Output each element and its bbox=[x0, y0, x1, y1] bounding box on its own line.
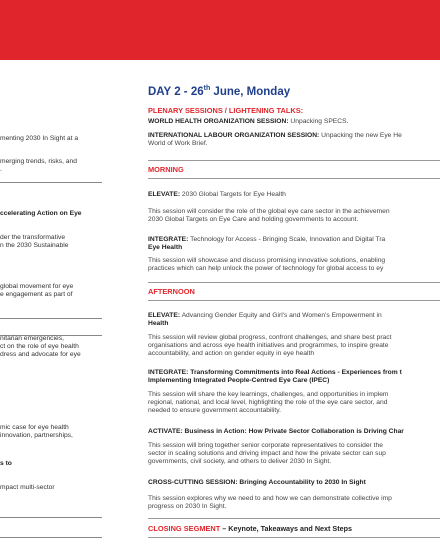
integrate-technology-title: INTEGRATE: Technology for Access - Bringing Scale, Innovation and Digital Tra bbox=[148, 236, 386, 243]
divider bbox=[0, 537, 102, 538]
divider bbox=[0, 182, 102, 183]
left-text-line: ccelerating Action on Eye bbox=[0, 210, 82, 217]
cross-cutting-title: CROSS-CUTTING SESSION: Bringing Accountability to 2030 In Sight bbox=[148, 479, 366, 486]
left-text-line: . bbox=[0, 166, 2, 173]
left-text-line: n the 2030 Sustainable bbox=[0, 242, 69, 249]
session-description: needed to ensure government accountability. bbox=[148, 407, 281, 414]
left-text-line: innovation, partnerships, bbox=[0, 432, 73, 439]
divider bbox=[148, 178, 440, 179]
session-description: progress on 2030 In Sight. bbox=[148, 503, 227, 510]
ilo-session-line2: World of Work Brief. bbox=[148, 140, 208, 147]
session-description: governments, civil society, and others to deliver 2030 In Sight. bbox=[148, 458, 332, 465]
day-heading: DAY 2 - 26th June, Monday bbox=[148, 85, 291, 98]
session-description: accountability, and action on gender equity in eye health bbox=[148, 350, 315, 357]
left-text-line: menting 2030 In Sight at a bbox=[0, 135, 79, 142]
session-description: sector in scaling solutions and driving impact and how the private sector can sup bbox=[148, 450, 386, 457]
left-column bbox=[0, 60, 108, 560]
left-text-line: mpact multi-sector bbox=[0, 484, 55, 491]
who-session: WORLD HEALTH ORGANIZATION SESSION: Unpacking SPECS. bbox=[148, 118, 349, 125]
left-text-line: e engagement as part of bbox=[0, 291, 73, 298]
integrate-technology-title-line2: Eye Health bbox=[148, 244, 183, 251]
left-text-line: nitarian emergencies, bbox=[0, 335, 64, 342]
divider bbox=[148, 537, 440, 538]
plenary-heading: PLENARY SESSIONS / LIGHTENING TALKS: bbox=[148, 106, 304, 115]
left-text-line: global movement for eye bbox=[0, 283, 74, 290]
session-description: regional, national, and local level, highlighting the role of the eye care sector, and bbox=[148, 399, 388, 406]
session-description: This session will share the key learnings, challenges, and opportunities in implem bbox=[148, 391, 389, 398]
session-description: This session explores why we need to and how we can demonstrate collective imp bbox=[148, 495, 392, 502]
closing-segment: CLOSING SEGMENT – Keynote, Takeaways and Next Steps bbox=[148, 524, 352, 533]
divider bbox=[0, 318, 102, 319]
left-text-line: dress and advocate for eye bbox=[0, 351, 81, 358]
left-text-line: s to bbox=[0, 460, 12, 467]
activate-business-title: ACTIVATE: Business in Action: How Private Sector Collaboration is Driving Char bbox=[148, 428, 404, 435]
session-description: This session will review global progress, confront challenges, and share best pract bbox=[148, 334, 392, 341]
session-description: This session will consider the role of the global eye care sector in the achievemen bbox=[148, 208, 390, 215]
afternoon-heading: AFTERNOON bbox=[148, 287, 195, 296]
divider bbox=[148, 282, 440, 283]
integrate-ipec-title-line2: Implementing Integrated People-Centred Eye Care (IPEC) bbox=[148, 377, 330, 384]
day2-column bbox=[148, 60, 440, 560]
header-banner bbox=[0, 0, 440, 60]
divider bbox=[148, 518, 440, 519]
session-description: This session will bring together senior corporate representatives to consider the bbox=[148, 442, 383, 449]
divider bbox=[0, 517, 102, 518]
session-description: This session will showcase and discuss promising innovative solutions, enabling bbox=[148, 257, 386, 264]
divider bbox=[148, 300, 440, 301]
left-text-line: merging trends, risks, and bbox=[0, 158, 77, 165]
left-text-line: der the transformative bbox=[0, 234, 66, 241]
session-description: 2030 Global Targets on Eye Care and holding governments to account. bbox=[148, 216, 359, 223]
left-text-line: mic case for eye health bbox=[0, 424, 69, 431]
left-text-line: ct on the role of eye health bbox=[0, 343, 79, 350]
elevate-gender-equity-title: ELEVATE: Advancing Gender Equity and Girl's and Women's Empowerment in bbox=[148, 312, 382, 319]
elevate-global-targets-title: ELEVATE: 2030 Global Targets for Eye Health bbox=[148, 191, 286, 198]
integrate-ipec-title: INTEGRATE: Transforming Commitments into Real Actions - Experiences from t bbox=[148, 369, 402, 376]
ilo-session: INTERNATIONAL LABOUR ORGANIZATION SESSION: Unpacking the new Eye He bbox=[148, 132, 402, 139]
session-description: practices which can help unlock the power of technology for global access to ey bbox=[148, 265, 384, 272]
morning-heading: MORNING bbox=[148, 165, 184, 174]
divider bbox=[148, 160, 440, 161]
session-description: organisations and across eye health initiatives and programmes, to inspire greate bbox=[148, 342, 389, 349]
elevate-gender-equity-title-line2: Health bbox=[148, 320, 169, 327]
